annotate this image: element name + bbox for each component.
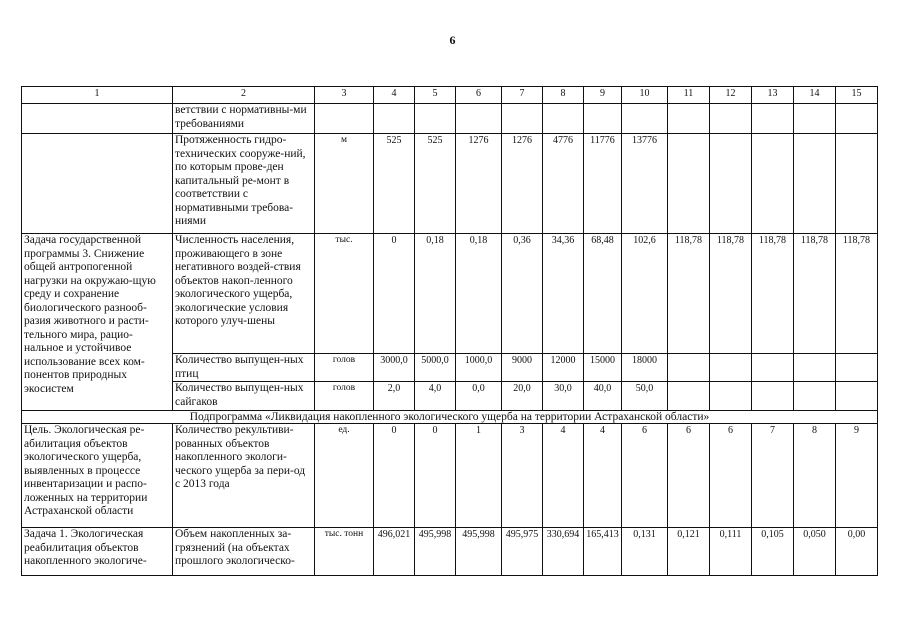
- column-number-cell: 5: [415, 87, 456, 104]
- subprogram-title: Подпрограмма «Ликвидация накопленного экологического ущерба на территории Астраханской области»: [22, 411, 878, 424]
- value-cell: 1000,0: [456, 354, 502, 382]
- column-number-row: [22, 87, 878, 104]
- value-cell: [668, 134, 710, 234]
- value-cell: [794, 134, 836, 234]
- table-row: [22, 104, 878, 134]
- value-cell: [456, 104, 502, 134]
- goal-cell: Цель. Экологическая ре-абилитация объектов экологического ущерба, выявленных в процессе инвентаризации и распо-ложенных на территории Астраханской области: [22, 424, 173, 528]
- value-cell: [668, 104, 710, 134]
- value-cell: [668, 354, 710, 382]
- value-cell: 0,131: [622, 528, 668, 576]
- value-cell: [622, 104, 668, 134]
- value-cell: 13776: [622, 134, 668, 234]
- unit-cell: ед.: [315, 424, 374, 528]
- indicator-name-cell: Количество выпущен-ных сайгаков: [173, 382, 315, 411]
- value-cell: 1: [456, 424, 502, 528]
- task-3-cell: Задача государственной программы 3. Снижение общей антропогенной нагрузки на окружаю-щую среду и сохранение биологического разнооб-разия животного и расти-тельного мира, рацио-нальное и устойчивое использование всех ком-понентов природных экосистем: [22, 234, 173, 411]
- column-number-cell: 13: [752, 87, 794, 104]
- indicator-name-cell: Количество выпущен-ных птиц: [173, 354, 315, 382]
- value-cell: [668, 382, 710, 411]
- goal-task-cell: [22, 134, 173, 234]
- value-cell: [794, 382, 836, 411]
- value-cell: [794, 354, 836, 382]
- value-cell: 165,413: [584, 528, 622, 576]
- indicator-name-cell: ветствии с нормативны-ми требованиями: [173, 104, 315, 134]
- value-cell: 0,0: [456, 382, 502, 411]
- value-cell: 20,0: [502, 382, 543, 411]
- value-cell: 0,18: [456, 234, 502, 354]
- value-cell: [584, 104, 622, 134]
- value-cell: [710, 382, 752, 411]
- value-cell: 6: [622, 424, 668, 528]
- column-number-cell: 15: [836, 87, 878, 104]
- column-number-cell: 8: [543, 87, 584, 104]
- value-cell: [836, 382, 878, 411]
- value-cell: 0,18: [415, 234, 456, 354]
- indicators-table: [21, 86, 878, 576]
- unit-cell: тыс. тонн: [315, 528, 374, 576]
- value-cell: [752, 134, 794, 234]
- subprogram-row: [22, 411, 878, 424]
- value-cell: 9000: [502, 354, 543, 382]
- value-cell: 12000: [543, 354, 584, 382]
- value-cell: 102,6: [622, 234, 668, 354]
- value-cell: 525: [415, 134, 456, 234]
- value-cell: 118,78: [752, 234, 794, 354]
- value-cell: [374, 104, 415, 134]
- value-cell: 1276: [456, 134, 502, 234]
- column-number-cell: 1: [22, 87, 173, 104]
- value-cell: [710, 354, 752, 382]
- unit-cell: голов: [315, 354, 374, 382]
- value-cell: 118,78: [794, 234, 836, 354]
- value-cell: 6: [710, 424, 752, 528]
- value-cell: 30,0: [543, 382, 584, 411]
- value-cell: 18000: [622, 354, 668, 382]
- value-cell: 0,105: [752, 528, 794, 576]
- indicator-name-cell: Объем накопленных за-грязнений (на объектах прошлого экологическо-: [173, 528, 315, 576]
- value-cell: [794, 104, 836, 134]
- value-cell: [836, 104, 878, 134]
- value-cell: [502, 104, 543, 134]
- goal-task-cell: [22, 104, 173, 134]
- value-cell: 0: [374, 424, 415, 528]
- unit-cell: [315, 104, 374, 134]
- value-cell: 4: [543, 424, 584, 528]
- table-row: [22, 528, 878, 576]
- column-number-cell: 12: [710, 87, 752, 104]
- unit-cell: голов: [315, 382, 374, 411]
- value-cell: [752, 354, 794, 382]
- unit-cell: м: [315, 134, 374, 234]
- value-cell: 330,694: [543, 528, 584, 576]
- value-cell: 0: [374, 234, 415, 354]
- task-1-cell: Задача 1. Экологическая реабилитация объектов накопленного экологиче-: [22, 528, 173, 576]
- value-cell: 15000: [584, 354, 622, 382]
- value-cell: [543, 104, 584, 134]
- column-number-cell: 4: [374, 87, 415, 104]
- column-number-cell: 9: [584, 87, 622, 104]
- value-cell: 118,78: [836, 234, 878, 354]
- value-cell: 0,111: [710, 528, 752, 576]
- value-cell: 3000,0: [374, 354, 415, 382]
- value-cell: 7: [752, 424, 794, 528]
- unit-cell: тыс.: [315, 234, 374, 354]
- value-cell: [752, 104, 794, 134]
- column-number-cell: 7: [502, 87, 543, 104]
- value-cell: 495,975: [502, 528, 543, 576]
- value-cell: [710, 104, 752, 134]
- value-cell: 495,998: [456, 528, 502, 576]
- value-cell: 0,050: [794, 528, 836, 576]
- value-cell: 9: [836, 424, 878, 528]
- indicator-name-cell: Количество рекультиви-рованных объектов накопленного экологи-ческого ущерба за пери-од с 2013 года: [173, 424, 315, 528]
- page-number: 6: [449, 33, 456, 47]
- value-cell: 118,78: [668, 234, 710, 354]
- value-cell: 4776: [543, 134, 584, 234]
- value-cell: 118,78: [710, 234, 752, 354]
- indicator-name-cell: Протяженность гидро-технических сооруже-ний, по которым прове-ден капитальный ре-монт в соответствии с нормативными требова-ниями: [173, 134, 315, 234]
- column-number-cell: 3: [315, 87, 374, 104]
- value-cell: 0: [415, 424, 456, 528]
- value-cell: 5000,0: [415, 354, 456, 382]
- table-row: [22, 234, 878, 354]
- value-cell: 40,0: [584, 382, 622, 411]
- value-cell: 0,121: [668, 528, 710, 576]
- value-cell: 50,0: [622, 382, 668, 411]
- value-cell: 2,0: [374, 382, 415, 411]
- value-cell: 1276: [502, 134, 543, 234]
- column-number-cell: 10: [622, 87, 668, 104]
- value-cell: [415, 104, 456, 134]
- value-cell: 0,00: [836, 528, 878, 576]
- value-cell: 496,021: [374, 528, 415, 576]
- value-cell: [836, 354, 878, 382]
- value-cell: [836, 134, 878, 234]
- indicator-name-cell: Численность населения, проживающего в зоне негативного воздей-ствия объектов накоп-ленного экологического ущерба, экологические условия которого улуч-шены: [173, 234, 315, 354]
- value-cell: [752, 382, 794, 411]
- value-cell: 0,36: [502, 234, 543, 354]
- value-cell: 3: [502, 424, 543, 528]
- table-row: [22, 134, 878, 234]
- column-number-cell: 11: [668, 87, 710, 104]
- column-number-cell: 14: [794, 87, 836, 104]
- column-number-cell: 6: [456, 87, 502, 104]
- value-cell: 495,998: [415, 528, 456, 576]
- value-cell: 68,48: [584, 234, 622, 354]
- value-cell: 4: [584, 424, 622, 528]
- column-number-cell: 2: [173, 87, 315, 104]
- value-cell: 525: [374, 134, 415, 234]
- value-cell: 11776: [584, 134, 622, 234]
- value-cell: [710, 134, 752, 234]
- value-cell: 4,0: [415, 382, 456, 411]
- value-cell: 6: [668, 424, 710, 528]
- value-cell: 8: [794, 424, 836, 528]
- value-cell: 34,36: [543, 234, 584, 354]
- table-row: [22, 424, 878, 528]
